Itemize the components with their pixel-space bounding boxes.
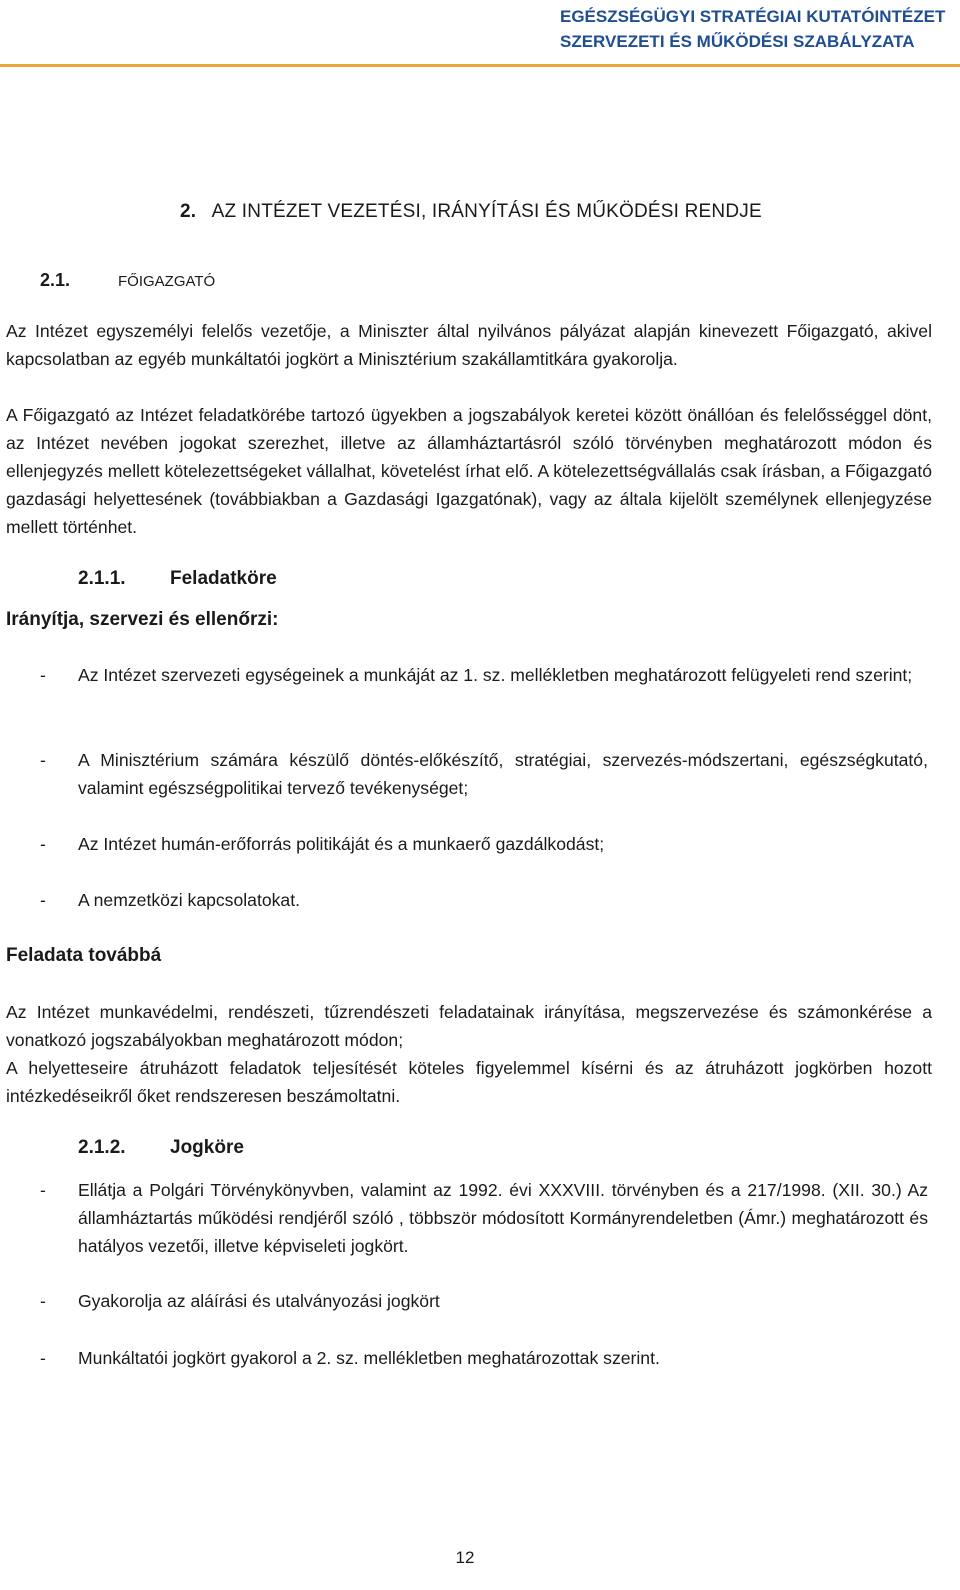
further-paragraph-1-text: Az Intézet munkavédelmi, rendészeti, tűzrendészeti feladatainak irányítása, megszervezése és számonkérése a vonatkozó jogszabályokban meghatározott módon; [6,1002,932,1050]
list-item-text: Munkáltatói jogkört gyakorol a 2. sz. mellékletben meghatározottak szerint. [78,1348,660,1368]
intro-paragraph [6,317,932,373]
authority-paragraph-text: A Főigazgató az Intézet feladatkörébe tartozó ügyekben a jogszabályok keretei között önállóan és felelősséggel dönt, az Intézet nevében jogokat szerezhet, illetve az államháztartásról szóló törvényben meghatározott módon és ellenjegyzés mellett kötelezettségeket vállalhat, követelést írhat elő. A kötelezettségvállalás csak írásban, a Főigazgató gazdasági helyettesének (továbbiakban a Gazdasági Igazgatónak), vagy az általa kijelölt személynek ellenjegyzése mellett történhet. [6,405,932,537]
section-number: 2.1. [40,270,71,290]
subsection-rights-title: Jogköre [170,1137,244,1158]
chapter-title: AZ INTÉZET VEZETÉSI, IRÁNYÍTÁSI ÉS MŰKÖDÉSI RENDJE [211,201,762,222]
list-item-text: Az Intézet humán-erőforrás politikáját és a munkaerő gazdálkodást; [78,834,605,854]
subsection-duties-heading [78,565,277,593]
further-paragraph-2 [6,1054,932,1110]
intro-paragraph-text: Az Intézet egyszemélyi felelős vezetője, a Miniszter által nyilvános pályázat alapján kinevezett Főigazgató, akivel kapcsolatban az egyéb munkáltatói jogkört a Minisztérium szakállamtitkára gyakorolja. [6,321,932,369]
subsection-duties-number: 2.1.1. [78,568,126,589]
bullet-dash: - [40,1291,46,1311]
list-item-text: Gyakorolja az aláírási és utalványozási jogkört [78,1291,440,1311]
further-paragraph-1 [6,998,932,1054]
header-institute-name: EGÉSZSÉGÜGYI STRATÉGIAI KUTATÓINTÉZET [560,7,946,26]
chapter-heading [180,198,762,226]
list-item-text: A nemzetközi kapcsolatokat. [78,890,300,910]
list-item-text: A Minisztérium számára készülő döntés-előkészítő, stratégiai, szervezés-módszertani, egészségkutató, valamint egészségpolitikai tervező tevékenységet; [78,750,928,798]
bullet-dash: - [40,890,46,910]
list-item-text: Az Intézet szervezeti egységeinek a munkáját az 1. sz. mellékletben meghatározott felügyeleti rend szerint; [78,665,913,685]
directs-label: Irányítja, szervezi és ellenőrzi: [6,609,279,630]
authority-paragraph [6,401,932,541]
subsection-rights-number: 2.1.2. [78,1137,126,1158]
section-heading [40,266,215,296]
header-document-title: SZERVEZETI ÉS MŰKÖDÉSI SZABÁLYZATA [560,32,915,51]
subsection-duties-title: Feladatköre [170,568,277,589]
bullet-dash: - [40,665,46,685]
further-paragraph-2-text: A helyetteseire átruházott feladatok teljesítését köteles figyelemmel kísérni és az átruházott jogkörben hozott intézkedéseikről őket rendszeresen beszámoltatni. [6,1058,932,1106]
section-title: FŐIGAZGATÓ [118,273,216,290]
document-header [0,4,960,54]
page-number: 12 [455,1548,475,1567]
bullet-dash: - [40,1348,46,1368]
bullet-dash: - [40,834,46,854]
chapter-number: 2. [180,201,197,222]
header-divider [0,64,960,67]
bullet-dash: - [40,750,46,770]
list-item-text: Ellátja a Polgári Törvénykönyvben, valamint az 1992. évi XXXVIII. törvényben és a 217/1998. (XII. 30.) Az államháztartás működési rendjéről szóló , többször módosított Kormányrendeletben (Ámr.) meghatározott és hatályos vezetői, illetve képviseleti jogkört. [78,1180,928,1256]
further-duties-label: Feladata továbbá [6,945,162,966]
subsection-rights-heading [78,1134,244,1162]
bullet-dash: - [40,1180,46,1200]
